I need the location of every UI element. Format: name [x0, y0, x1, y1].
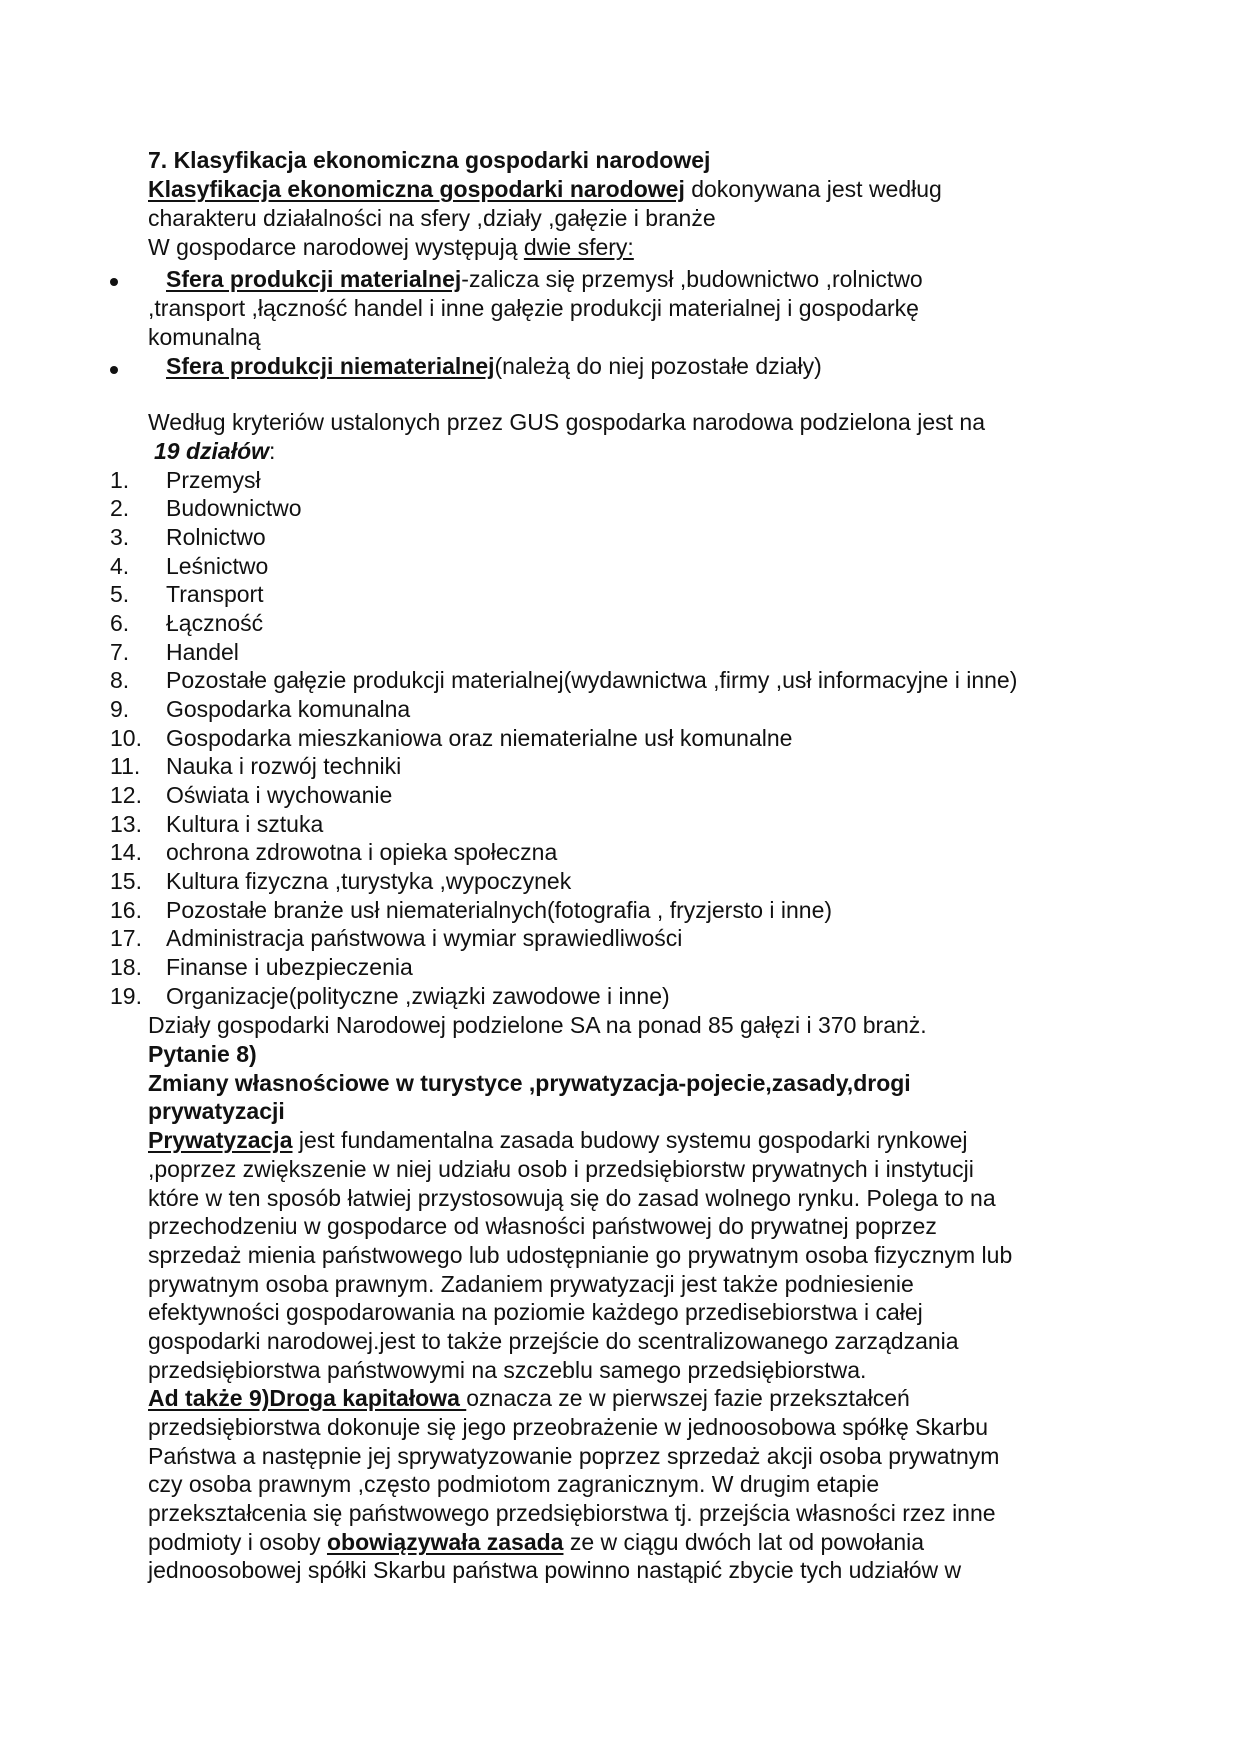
list-item: Gospodarka komunalna	[166, 696, 411, 722]
rule-prefix: podmioty i osoby	[148, 1529, 327, 1555]
list-number: 15.	[110, 868, 142, 894]
paragraph-line: czy osoba prawnym ,często podmiotom zagranicznym. W drugim etapie	[148, 1471, 880, 1497]
list-number: 9.	[110, 696, 130, 722]
capital-route-term: Ad także 9)Droga kapitałowa	[148, 1385, 467, 1411]
privatization-paragraph	[148, 1126, 968, 1155]
spheres-prefix: W gospodarce narodowej występują	[148, 234, 524, 260]
list-number: 19.	[110, 983, 142, 1009]
spheres-term: dwie sfery:	[523, 234, 634, 260]
spheres-line	[148, 233, 634, 262]
list-number: 8.	[110, 667, 130, 693]
list-item: Rolnictwo	[166, 524, 266, 550]
intro-line-2: charakteru działalności na sfery ,działy ,gałęzie i branże	[148, 205, 716, 231]
list-number: 6.	[110, 610, 130, 636]
list-number: 11.	[110, 753, 141, 779]
closing-line: Działy gospodarki Narodowej podzielone SA na ponad 85 gałęzi i 370 branż.	[148, 1012, 927, 1038]
list-item: Nauka i rozwój techniki	[166, 753, 402, 779]
list-item: Pozostałe branże usł niematerialnych(fotografia , fryzjersto i inne)	[166, 897, 833, 923]
rule-term: obowiązywała zasada	[326, 1529, 564, 1555]
bullet-2-rest: (należą do niej pozostałe działy)	[494, 353, 822, 379]
section-8-label: Pytanie 8)	[148, 1041, 257, 1067]
section-8-title-1: Zmiany własnościowe w turystyce ,prywatyzacja-pojecie,zasady,drogi	[148, 1070, 911, 1096]
list-number: 1.	[110, 467, 130, 493]
bullet-1	[166, 265, 923, 294]
bullet-1-marker	[110, 278, 118, 286]
section-7-heading: 7. Klasyfikacja ekonomiczna gospodarki narodowej	[148, 147, 711, 173]
list-number: 12.	[110, 782, 142, 808]
intro-paragraph	[148, 175, 942, 204]
list-number: 16.	[110, 897, 142, 923]
list-number: 17.	[110, 925, 142, 951]
list-item: Kultura i sztuka	[166, 811, 324, 837]
paragraph-line: gospodarki narodowej.jest to także przejście do scentralizowanego zarządzania	[148, 1328, 959, 1354]
list-item: Pozostałe gałęzie produkcji materialnej(wydawnictwa ,firmy ,usł informacyjne i inne)	[166, 667, 1018, 693]
bullet-1-cont-2: komunalną	[148, 324, 261, 350]
paragraph-line: przedsiębiorstwa państwowymi na szczeblu samego przedsiębiorstwa.	[148, 1357, 867, 1383]
bullet-1-cont-1: ,transport ,łączność handel i inne gałęzie produkcji materialnej i gospodarkę	[148, 295, 919, 321]
paragraph-line: prywatnym osoba prawnym. Zadaniem prywatyzacji jest także podniesienie	[148, 1271, 914, 1297]
list-item: Organizacje(polityczne ,związki zawodowe i inne)	[166, 983, 670, 1009]
list-number: 2.	[110, 495, 130, 521]
section-8-title-2: prywatyzacji	[148, 1098, 285, 1124]
list-number: 18.	[110, 954, 142, 980]
list-item: Leśnictwo	[166, 553, 269, 579]
list-number: 13.	[110, 811, 142, 837]
list-item: Gospodarka mieszkaniowa oraz niematerialne usł komunalne	[166, 725, 793, 751]
paragraph-line: przedsiębiorstwa dokonuje się jego przeobrażenie w jednoosobowa spółkę Skarbu	[148, 1414, 989, 1440]
list-number: 3.	[110, 524, 130, 550]
list-number: 4.	[110, 553, 130, 579]
paragraph-line: efektywności gospodarowania na poziomie każdego przedisebiorstwa i całej	[148, 1299, 923, 1325]
privatization-term: Prywatyzacja	[148, 1127, 293, 1153]
list-item: Kultura fizyczna ,turystyka ,wypoczynek	[166, 868, 572, 894]
capital-route-paragraph	[148, 1384, 910, 1413]
bullet-2	[166, 352, 822, 381]
paragraph-line: ,poprzez zwiększenie w niej udziału osob i przedsiębiorstw prywatnych i instytucji	[148, 1156, 974, 1182]
list-item: ochrona zdrowotna i opieka społeczna	[166, 839, 558, 865]
list-item: Oświata i wychowanie	[166, 782, 393, 808]
gus-term: 19 działów	[154, 438, 270, 464]
paragraph-line	[148, 1528, 924, 1557]
intro-term: Klasyfikacja ekonomiczna gospodarki narodowej	[148, 176, 685, 202]
list-number: 10.	[110, 725, 142, 751]
list-item: Handel	[166, 639, 239, 665]
intro-rest: dokonywana jest według	[684, 176, 942, 202]
list-item: Administracja państwowa i wymiar sprawiedliwości	[166, 925, 683, 951]
list-number: 5.	[110, 581, 130, 607]
bullet-2-term: Sfera produkcji niematerialnej	[166, 353, 495, 379]
list-item: Finanse i ubezpieczenia	[166, 954, 413, 980]
paragraph-line: które w ten sposób łatwiej przystosowują się do zasad wolnego rynku. Polega to na	[148, 1185, 996, 1211]
capital-route-rest: oznacza ze w pierwszej fazie przekształceń	[466, 1385, 910, 1411]
list-item: Przemysł	[166, 467, 261, 493]
list-number: 14.	[110, 839, 142, 865]
paragraph-line: jednoosobowej spółki Skarbu państwa powinno nastąpić zbycie tych udziałów w	[148, 1557, 962, 1583]
list-item: Transport	[166, 581, 264, 607]
bullet-1-term: Sfera produkcji materialnej	[166, 266, 462, 292]
bullet-1-rest: -zalicza się przemysł ,budownictwo ,rolnictwo	[461, 266, 923, 292]
list-number: 7.	[110, 639, 130, 665]
gus-term-line	[154, 437, 275, 466]
paragraph-line: Państwa a następnie jej sprywatyzowanie poprzez sprzedaż akcji osoba prywatnym	[148, 1443, 1000, 1469]
paragraph-line: przechodzeniu w gospodarce od własności państwowej do prywatnej poprzez	[148, 1213, 937, 1239]
rule-rest: ze w ciągu dwóch lat od powołania	[563, 1529, 925, 1555]
list-item: Budownictwo	[166, 495, 302, 521]
paragraph-line: sprzedaż mienia państwowego lub udostępnianie go prywatnym osoba fizycznym lub	[148, 1242, 1013, 1268]
bullet-2-marker	[110, 366, 118, 374]
list-item: Łączność	[166, 610, 264, 636]
privatization-rest: jest fundamentalna zasada budowy systemu gospodarki rynkowej	[292, 1127, 968, 1153]
paragraph-line: przekształcenia się państwowego przedsiębiorstwa tj. przejścia własności rzez inne	[148, 1500, 996, 1526]
gus-line: Według kryteriów ustalonych przez GUS gospodarka narodowa podzielona jest na	[148, 409, 985, 435]
gus-colon: :	[269, 438, 276, 464]
